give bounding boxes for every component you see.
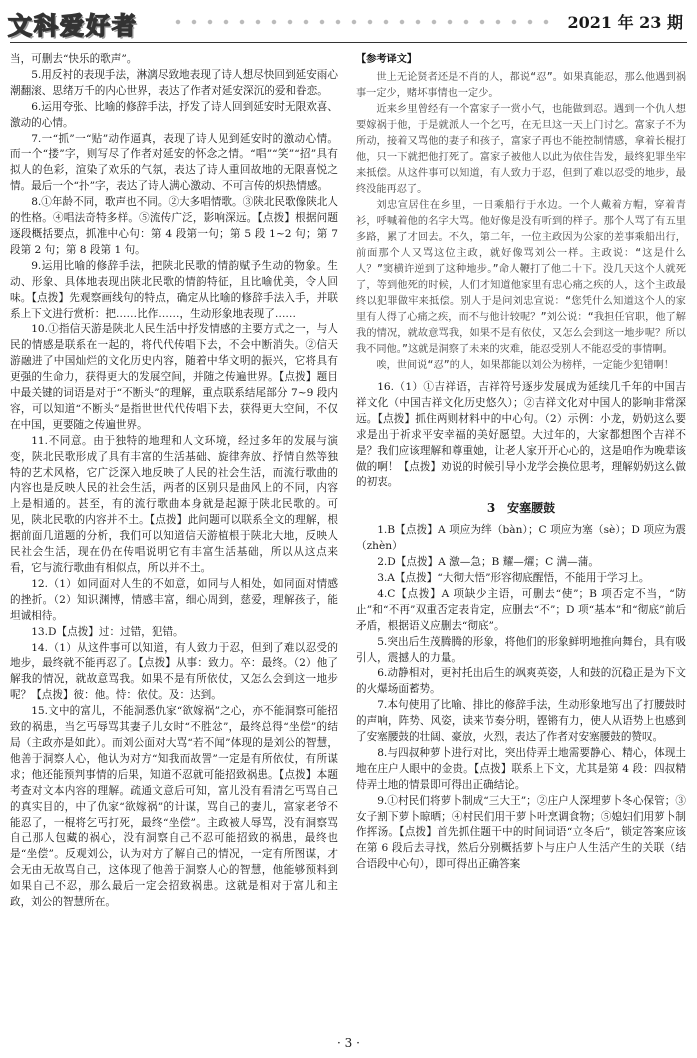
header-rule [10,42,687,43]
reference-paragraph: 唉，世间说“忍”的人，如果都能以刘公为榜样，一定能少犯错啊！ [376,360,674,371]
header-dot-pattern [170,14,550,30]
answer-paragraph: 16.（1）①吉祥语，吉祥符号逐步发展成为延续几千年的中国吉祥文化（中国吉祥文化历史悠久）；②吉祥文化对中国人的影响非常深远。【点拨】抓住两则材料中的中心句。（2）示例：小龙，奶奶这么要求是出于祈求平安幸福的美好愿望。大过年的，大家都想图个吉祥不是？我们应该理解和尊重她，让老人家开开心心的，这是咱作为晚辈该做的啊！【点拨】劝说的时候引导小龙学会换位思考，理解奶奶这么做的初衷。 [356,381,686,489]
reference-paragraph: 世上无论贤者还是不肖的人，都说“忍”。如果真能忍，那么他遇到祸事一定少，赌坏事情也一定少。 [356,72,686,99]
right-column [356,52,686,873]
answer-paragraph: 6.运用夸张、比喻的修辞手法，抒发了诗人回到延安时无限欢喜、激动的心情。 [10,100,338,129]
answer-paragraph: 10.①指信天游是陕北人民生活中抒发情感的主要方式之一，与人民的情感是联系在一起的，将代代传唱下去，不会中断消失。②信天游融进了中国灿烂的文化历史内容，随着中华文明的振兴，它将具有更强的生命力，获得更大的发展空间，并随之传遍世界。【点拨】题目中最关键的词语是对于“不断头”的理解，重点联系结尾部分 7~9 段内容，可以知道“不断头”是指世世代代传唱下去，获得更大空间，不仅在中国，更要随之传遍世界。 [10,323,338,431]
answer-paragraph: 9.①村民们将萝卜制成“三大王”；②庄户人深埋萝卜冬心保管；③女子割下萝卜晾晒；④村民们用干萝卜叶烹调食物；⑤媳妇们用萝卜制作挥汤。【点拨】首先抓住题干中的时间词语“立冬后”，锁定答案应该在第 6 段后去寻找，然后分别概括萝卜与庄户人生活产生的关联（结合语段中心句），即可得出正确答案 [356,794,686,871]
magazine-logo: 文科爱好者 [8,12,138,40]
answer-paragraph: 5.突出后生茂腾腾的形象，将他们的形象鲜明地推向舞台，具有吸引人，震撼人的力量。 [356,635,686,664]
reference-paragraph: 刘忠宣居住在乡里，一日乘船行于水边。一个人戴着方帽，穿着青衫，呼喊着他的名字大骂。他好像是没有听到的样子。那个人骂了有五里多路，累了才回去。不久，第二年，一位主政因为公家的差事乘船出行，前面那个人又骂这位主政，就好像骂刘公一样。主政说：“这是什么人？”窦横许逆到了这种地步。”命人鞭打了他二十下。没几天这个人就死了，等到他死的时候，人们才知道他家里有忠心痛之疾的人，这个主政最终以犯罪做牢来抵偿。别人于是问刘忠宣说：“您凭什么知道这个人的家里有人得了心痛之疾，而不与他计较呢？”刘公说：“我担任官职，他了解我的情况，就故意骂我，如果不是有依仗，又怎么会到这一地步呢？所以我不同他。”这就是洞察了未来的灾难，能忍受别人不能忍受的事情啊。 [356,200,686,355]
answer-paragraph: 1.B【点拨】A 项应为绊（bàn）；C 项应为塞（sè）；D 项应为震（zhèn） [356,524,686,553]
answer-paragraph: 当，可删去“快乐的歌声”。 [10,53,138,65]
answer-paragraph: 12.（1）如同面对人生的不如意，如同与人相处，如同面对情感的挫折。（2）知识渊博，情感丰富，细心周到，慈爱，理解孩子，能坦诚相待。 [10,577,338,622]
answer-paragraph: 14.（1）从这件事可以知道，有人致力于忍，但到了难以忍受的地步，最终就不能再忍了。【点拨】从事：致力。卒：最终。（2）他了解我的情况，就故意骂我。如果不是有所依仗，又怎么会到这一地步呢？【点拨】彼：他。恃：依仗。及：达到。 [10,641,338,702]
answer-paragraph: 4.C【点拨】A 项缺少主语，可删去“使”；B 项否定不当，“防止”和“不再”双重否定表肯定，应删去“不”；D 项“基本”和“彻底”前后矛盾，根据语义应删去“彻底”。 [356,587,686,632]
answer-paragraph: 2.D【点拨】A 激—急；B 耀—燿；C 满—蒲。 [377,556,599,569]
answer-paragraph: 7.一“抓”一“贴”动作逼真，表现了诗人见到延安时的激动心情。而一个“搂”字，则写尽了作者对延安的怀念之情。“唱”“笑”“招”具有拟人的色彩，渲染了欢乐的气氛，表达了诗人重回故地的无限喜悦之情。最后一个“扑”字，表达了诗人满心激动、不可言传的炽热情感。 [10,132,338,193]
answer-paragraph: 8.与四叔种萝卜进行对比，突出侍弄土地需要静心、精心，体现土地在庄户人眼中的金贵。【点拨】联系上下文，尤其是第 4 段：四叔精侍弄土地的情景即可得出正确结论。 [356,746,686,791]
answer-paragraph: 11.不同意。由于独特的地理和人文环境，经过多年的发展与演变，陕北民歌形成了具有丰富的生活基础、旋律奔放、抒情自然等独特的艺术风格，它广泛深入地反映了人民的社会生活，而流行歌曲的内容也是反映人民的社会生活，两者的区别只是曲风上的不同，内容上是相通的。甚至，有的流行歌曲本身就是起源于陕北民歌的。可见，陕北民歌的内容并不土。【点拨】此问题可以联系全文的理解，根据前面几道题的分析，我们可以知道信天游植根于陕北大地，反映人民社会生活，现在仍在传唱说明它有丰富生活基础，所以从这点来看，它与流行歌曲有相似点，所以并不土。 [10,434,338,574]
issue-label: 2021 年 23 期 [567,13,683,32]
answer-paragraph: 9.运用比喻的修辞手法，把陕北民歌的情韵赋予生动的物象。生动、形象、具体地表现出陕北民歌的情韵特征，且比喻优美，令人回味。【点拨】先观察画线句的特点，确定从比喻的修辞手法入手，并联系上下文进行赏析：把……比作……，生动形象地表现了…… [10,259,338,320]
answer-paragraph: 15.文中的富儿，不能洞悉仇家“欲嫁祸”之心，亦不能洞察可能招致的祸患，当乞丐辱骂其妻子儿女时“不胜忿”，最终总得“坐偿”的结局（主政亦是如此）。而刘公面对大骂“若不闻”体现的是刘公的智慧，他善于洞察人心，他认为对方“知我而故詈”一定是有所依仗，有所谋求；他还能预判事情的后果，知道不忍就可能招致祸患。【点拨】本题考查对文本内容的理解。疏通文意后可知，富儿没有看清乞丐骂自己的真实目的，中了仇家“欲嫁祸”的计谋，骂自己的妻儿，富家老爷不能忍了，一棍将乞丐打死，最终“坐偿”。主政被人辱骂，没有洞察骂自己那人包藏的祸心，没有洞察自己不忍可能招致的祸患，最终也是“坐偿”。反观刘公，认为对方了解自己的情况，一定有所图谋，才会无由无故骂自己，这体现了他善于洞察人心的智慧，他能够预料到如果自己不忍，那么最后一定会招致祸患。这就是相对于富儿和主政，刘公的智慧所在。 [10,705,338,909]
answer-paragraph: 8.①年龄不同，歌声也不同。②大多唱情歌。③陕北民歌像陕北人的性格。④唱法奇特多样。⑤流传广泛，影响深远。【点拨】根据问题逐段概括要点，抓准中心句：第 4 段第一句；第 5 段 1~2 句；第 7 段第 2 句；第 8 段第 1 句。 [10,196,338,256]
answer-paragraph: 3.A【点拨】“大彻大悟”形容彻底醒悟，不能用于学习上。 [377,571,650,584]
left-column [10,52,338,911]
answer-paragraph: 13.D【点拨】过：过错，犯错。 [31,625,184,638]
page-header [0,0,697,50]
section-title: 3 安塞腰鼓 [486,501,556,516]
reference-paragraph: 近来乡里曾经有一个富家子一赏小气，也能做到忍。遇到一个仇人想要嫁祸于他，于是就派人一个乞丐，在无旦这一天上门讨乞。富家子不为所动，接着又骂他的妻子和孩子，富家子再也不能控制情感，拿着长棍打他，只一下就把他打死了。富家子被他人以此为依住告发，最终犯罪坐牢来抵偿。从这件事可以知道，有人致力于忍，但到了难以忍受的地步，最终没能再忍了。 [356,104,686,195]
answer-paragraph: 5.用反衬的表现手法，淋漓尽致地表现了诗人想尽快回到延安雨心潮翻滚、思绪万千的内心世界，表达了作者对延安深沉的爱和眷恋。 [10,68,338,97]
answer-paragraph: 7.本句使用了比喻、排比的修辞手法，生动形象地写出了打腰鼓时的声响，阵势、风姿，读来节奏分明，铿锵有力，使人从语势上也感到了安塞腰鼓的壮阔、豪放，火烈，表达了作者对安塞腰鼓的赞叹。 [356,699,686,744]
reference-translation [356,52,686,374]
page-number: · 3 · [337,1036,360,1050]
reference-title: 【参考译文】 [356,54,418,65]
answer-paragraph: 6.动静相对，更衬托出后生的飒爽英姿，人和鼓的沉稳正是为下文的火爆场面蓄势。 [356,667,686,696]
